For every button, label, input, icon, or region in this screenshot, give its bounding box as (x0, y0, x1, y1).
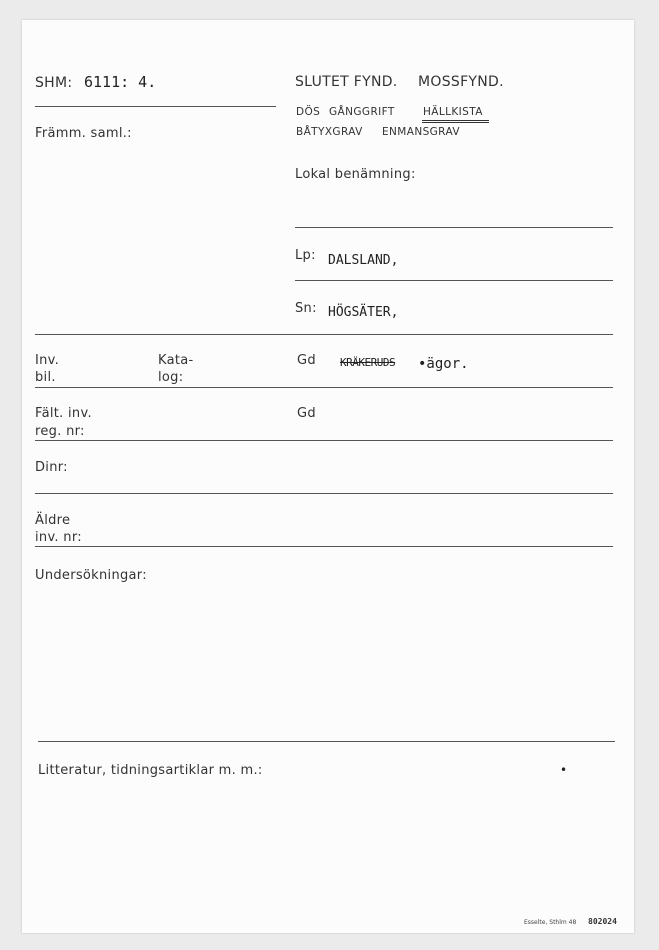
investigations-label: Undersökningar: (35, 568, 147, 583)
catalog-card (22, 20, 634, 933)
aldre-label: Äldre (35, 513, 71, 528)
aldre-inv-label: inv. nr: (35, 530, 82, 545)
foreign-collection-label: Främm. saml.: (35, 126, 132, 141)
hallkista-underline-2 (422, 122, 489, 123)
gd-label: Gd (297, 353, 316, 368)
divider-dinr (35, 493, 613, 494)
lp-value: DALSLAND, (328, 253, 399, 268)
find-type-label: MOSSFYND. (418, 74, 504, 90)
lp-label: Lp: (295, 248, 316, 263)
divider-local-name (295, 227, 613, 228)
dinr-label: Dinr: (35, 460, 68, 475)
divider-inv (35, 387, 613, 388)
grave-type-batyxgrav: BÅTYXGRAV (296, 126, 363, 138)
sn-value: HÖGSÄTER, (328, 305, 399, 320)
shm-number: 6111: 4. (84, 73, 157, 91)
falt-inv-label: Fält. inv. (35, 406, 92, 421)
sn-label: Sn: (295, 301, 317, 316)
gd2-label: Gd (297, 406, 316, 421)
printer-label: Esselte, Sthlm 48 (524, 919, 577, 926)
divider-main (35, 334, 613, 335)
form-number: 802024 (588, 917, 617, 926)
grave-type-enmansgrav: ENMANSGRAV (382, 126, 460, 138)
reg-nr-label: reg. nr: (35, 424, 85, 439)
divider-lp (295, 280, 613, 281)
hallkista-underline (422, 120, 489, 121)
divider-investigations (38, 741, 615, 742)
literature-label: Litteratur, tidningsartiklar m. m.: (38, 763, 263, 778)
gd-value: •ägor. (418, 356, 469, 372)
grave-type-dos: DÖS (296, 106, 321, 118)
grave-type-hallkista: HÄLLKISTA (423, 106, 483, 118)
kata-label: Kata- (158, 353, 194, 368)
bil-label: bil. (35, 370, 56, 385)
gd-value-struck: KRÄKERUDS (340, 356, 396, 369)
local-name-label: Lokal benämning: (295, 167, 416, 182)
shm-label: SHM: (35, 75, 73, 91)
log-label: log: (158, 370, 184, 385)
divider-aldre (35, 546, 613, 547)
divider-shm (35, 106, 276, 107)
grave-type-ganggrift: GÅNGGRIFT (329, 106, 395, 118)
mark-dot: • (560, 763, 568, 777)
divider-falt (35, 440, 613, 441)
status-label: SLUTET FYND. (295, 74, 398, 90)
inv-label: Inv. (35, 353, 60, 368)
